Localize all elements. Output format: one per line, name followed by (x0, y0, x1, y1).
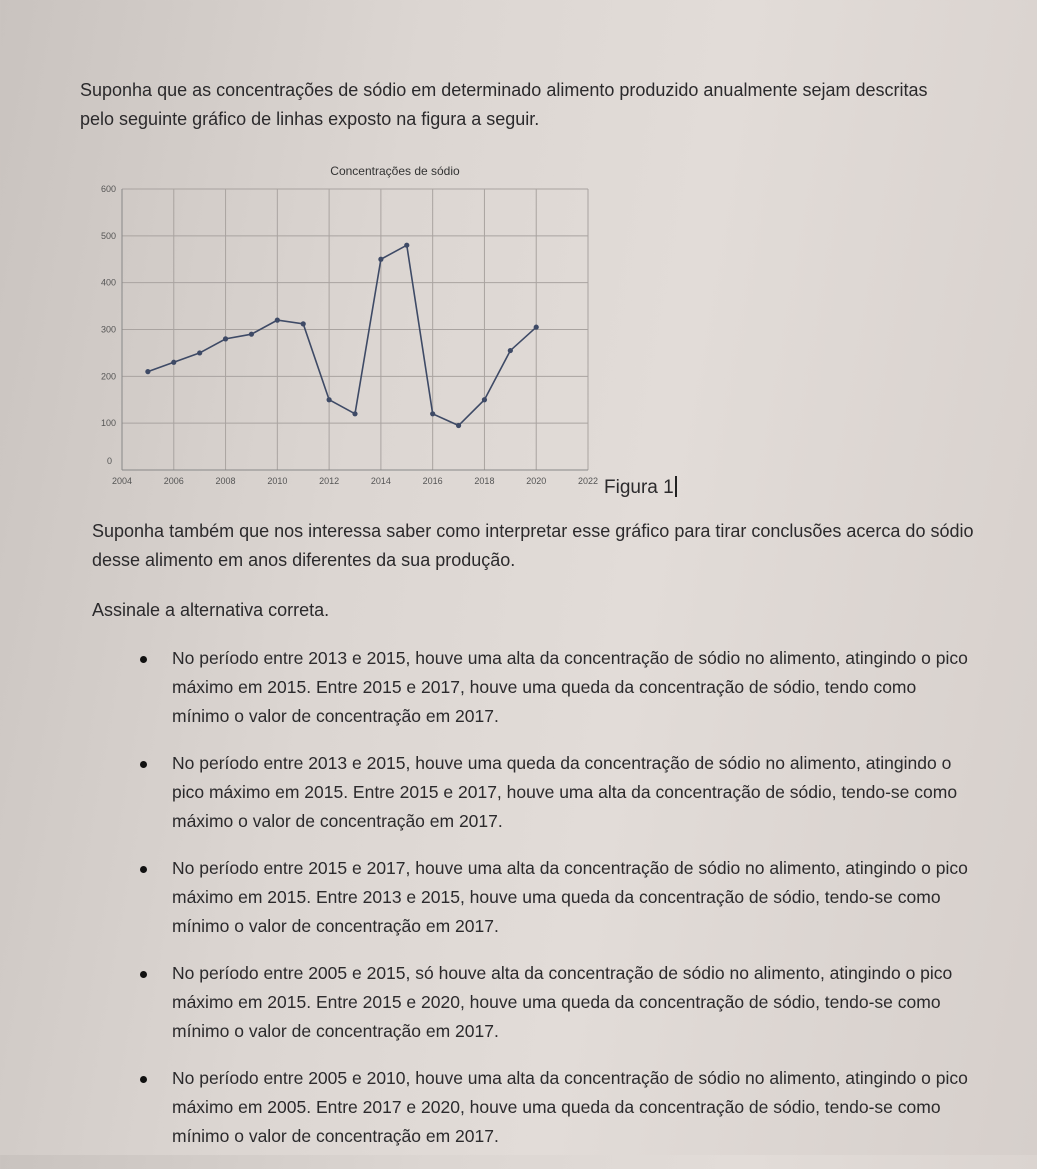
x-tick-label: 2014 (370, 476, 391, 486)
bullet-icon (140, 761, 147, 768)
data-point (171, 360, 176, 365)
answer-option-5[interactable] (130, 1064, 970, 1151)
figure-caption-text: Figura 1 (604, 477, 674, 498)
y-tick-label: 600 (100, 184, 116, 194)
chart-canvas (78, 155, 698, 500)
data-point (430, 411, 435, 416)
data-point (327, 397, 332, 402)
intro-paragraph: Suponha que as concentrações de sódio em determinado alimento produzido anualmente sejam descritas pelo seguinte gráfico de linhas exposto na figura a seguir. (80, 80, 928, 129)
context-paragraph: Suponha também que nos interessa saber como interpretar esse gráfico para tirar conclusões acerca do sódio desse alimento em anos diferentes da sua produção. (92, 521, 974, 570)
bullet-icon (140, 1076, 147, 1083)
y-tick-label: 500 (100, 230, 116, 241)
data-point (482, 397, 487, 402)
x-tick-label: 2004 (111, 476, 133, 486)
y-tick-label: 300 (100, 324, 116, 335)
data-point (508, 348, 513, 353)
data-point (378, 257, 383, 262)
data-point (275, 318, 280, 323)
bullet-icon (140, 656, 147, 663)
y-tick-label: 0 (106, 456, 112, 466)
x-tick-label: 2016 (422, 476, 443, 486)
x-tick-label: 2010 (267, 476, 288, 486)
answer-options-list (130, 644, 970, 1169)
x-tick-label: 2008 (215, 476, 236, 486)
text-cursor (675, 476, 677, 497)
instruction-text: Assinale a alternativa correta. (92, 600, 330, 620)
answer-option-3[interactable] (130, 854, 970, 941)
x-tick-label: 2006 (163, 476, 184, 486)
data-point (301, 321, 306, 326)
sodium-line-chart (78, 155, 698, 500)
data-point (249, 332, 254, 337)
answer-option-text: No período entre 2005 e 2015, só houve alta da concentração de sódio no alimento, atingindo o pico máximo em 2015. Entre 2015 e 2020, houve uma queda da concentração de sódio, tendo-se como mínimo o valor de concentração em 2017. (172, 963, 953, 1041)
x-tick-label: 2018 (474, 476, 495, 486)
data-point (197, 350, 202, 355)
x-tick-label: 2012 (319, 476, 340, 486)
answer-option-text: No período entre 2013 e 2015, houve uma alta da concentração de sódio no alimento, atingindo o pico máximo em 2015. Entre 2015 e 2017, houve uma queda da concentração de sódio, tendo como mínimo o valor de concentração em 2017. (172, 648, 968, 726)
data-point (352, 411, 357, 416)
answer-option-text: No período entre 2013 e 2015, houve uma queda da concentração de sódio no alimento, atingindo o pico máximo em 2015. Entre 2015 e 2017, houve uma alta da concentração de sódio, tendo-se como máximo o valor de concentração em 2017. (172, 753, 958, 831)
answer-option-1[interactable] (130, 644, 970, 731)
figure-caption (604, 476, 677, 500)
answer-option-text: No período entre 2015 e 2017, houve uma alta da concentração de sódio no alimento, atingindo o pico máximo em 2015. Entre 2013 e 2015, houve uma queda da concentração de sódio, tendo-se como mínimo o valor de concentração em 2017. (172, 858, 968, 936)
data-point (145, 369, 150, 374)
answer-option-2[interactable] (130, 749, 970, 836)
y-tick-label: 200 (100, 371, 116, 382)
answer-option-text: No período entre 2005 e 2010, houve uma alta da concentração de sódio no alimento, atingindo o pico máximo em 2005. Entre 2017 e 2020, houve uma queda da concentração de sódio, tendo-se como mínimo o valor de concentração em 2017. (172, 1068, 968, 1146)
series-line (148, 245, 536, 425)
bullet-icon (140, 971, 147, 978)
x-tick-label: 2022 (577, 476, 599, 486)
chart-title: Concentrações de sódio (330, 164, 460, 178)
data-point (223, 336, 228, 341)
data-point (534, 325, 539, 330)
y-tick-label: 100 (100, 418, 116, 429)
data-point (404, 243, 409, 248)
data-point (456, 423, 461, 428)
answer-option-4[interactable] (130, 959, 970, 1046)
x-tick-label: 2020 (526, 476, 547, 486)
bullet-icon (140, 866, 147, 873)
y-tick-label: 400 (100, 277, 116, 288)
